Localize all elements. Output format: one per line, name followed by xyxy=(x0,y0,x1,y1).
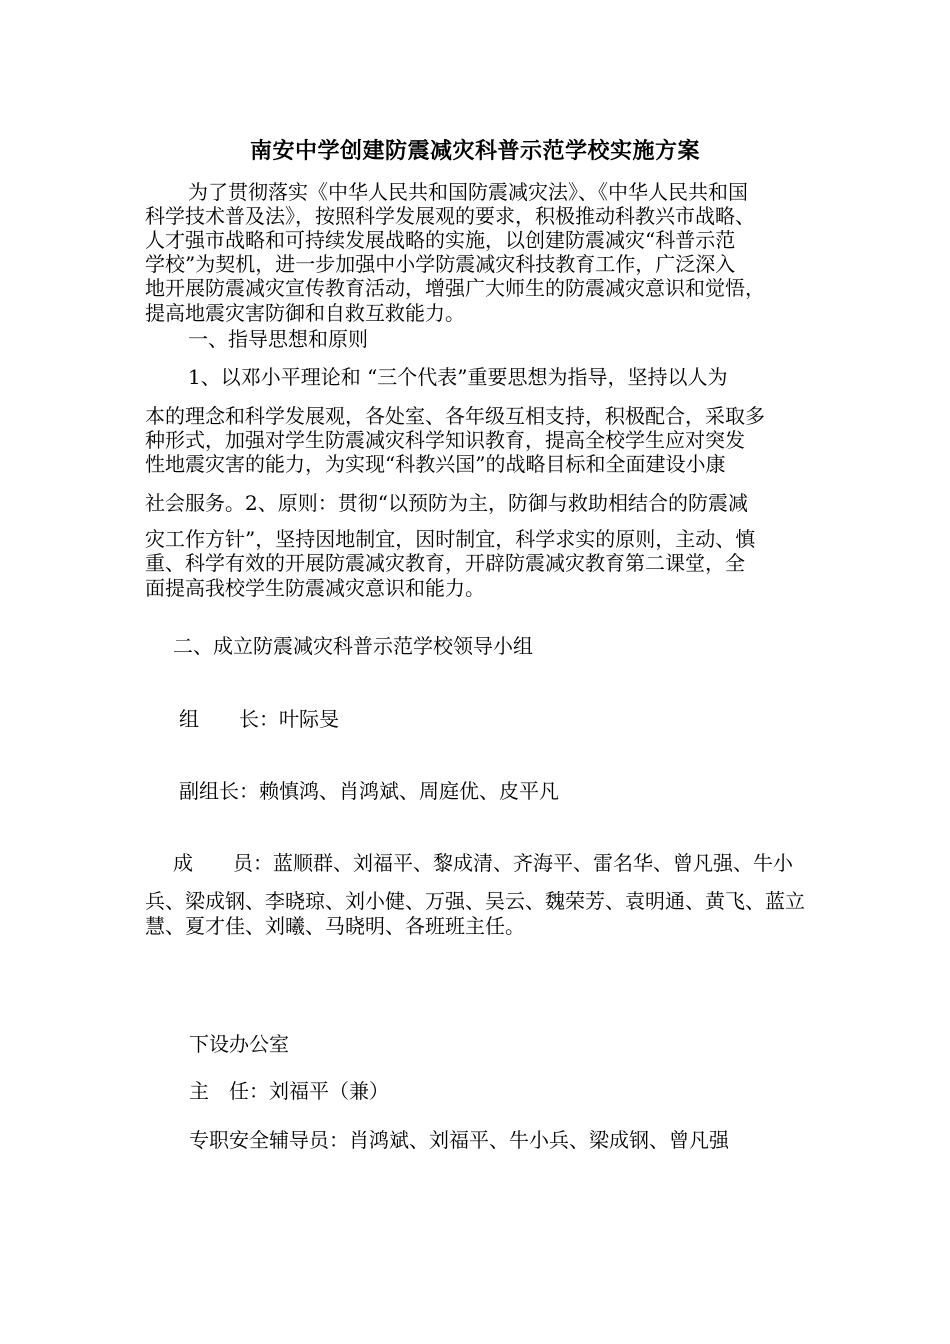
section2-heading: 二、成立防震减灾科普示范学校领导小组 xyxy=(173,634,533,658)
section1-line: 灾工作方针”，坚持因地制宜，因时制宜，科学求实的原则，主动、慎 xyxy=(145,527,756,551)
intro-line: 科学技术普及法》，按照科学发展观的要求，积极推动科教兴市战略、 xyxy=(145,204,755,228)
section1-line: 性地震灾害的能力，为实现“科教兴国”的战略目标和全面建设小康 xyxy=(145,452,726,476)
section1-line: 1、以邓小平理论和 “三个代表”重要思想为指导，坚持以人为 xyxy=(188,365,728,389)
office-heading: 下设办公室 xyxy=(189,1032,289,1056)
director-line: 主 任：刘福平（兼） xyxy=(189,1079,389,1103)
members-line: 成 员：蓝顺群、刘福平、黎成清、齐海平、雷名华、曾凡强、牛小 xyxy=(173,851,793,875)
section1-line: 重、科学有效的开展防震减灾教育，开辟防震减灾教育第二课堂，全 xyxy=(145,551,745,575)
section1-line: 本的理念和科学发展观，各处室、各年级互相支持，积极配合，采取多 xyxy=(145,404,765,428)
section1-line: 种形式，加强对学生防震减灾科学知识教育，提高全校学生应对突发 xyxy=(145,428,745,452)
document-title: 南安中学创建防震减灾科普示范学校实施方案 xyxy=(249,139,700,164)
safety-line: 专职安全辅导员：肖鸿斌、刘福平、牛小兵、梁成钢、曾凡强 xyxy=(189,1128,729,1152)
intro-line: 提高地震灾害防御和自救互救能力。 xyxy=(145,301,465,325)
deputy-line: 副组长：赖慎鸿、肖鸿斌、周庭优、皮平凡 xyxy=(179,779,559,803)
leader-line: 组 长：叶际旻 xyxy=(179,707,339,731)
intro-line: 人才强市战略和可持续发展战略的实施，以创建防震减灾“科普示范 xyxy=(145,228,736,252)
section1-heading: 一、指导思想和原则 xyxy=(188,327,368,351)
intro-line: 为了贯彻落实《中华人民共和国防震减灾法》、《中华人民共和国 xyxy=(188,180,748,204)
members-line: 慧、夏才佳、刘曦、马晓明、各班班主任。 xyxy=(145,914,525,938)
section1-line: 社会服务。2、原则：贯彻“以预防为主，防御与救助相结合的防震减 xyxy=(145,491,748,515)
intro-line: 学校”为契机，进一步加强中小学防震减灾科技教育工作，广泛深入 xyxy=(145,252,736,276)
section1-line: 面提高我校学生防震减灾意识和能力。 xyxy=(145,576,485,600)
members-line: 兵、梁成钢、李晓琼、刘小健、万强、吴云、魏荣芳、袁明通、黄飞、蓝立 xyxy=(145,889,805,913)
intro-line: 地开展防震减灾宣传教育活动，增强广大师生的防震减灾意识和觉悟， xyxy=(145,276,765,300)
